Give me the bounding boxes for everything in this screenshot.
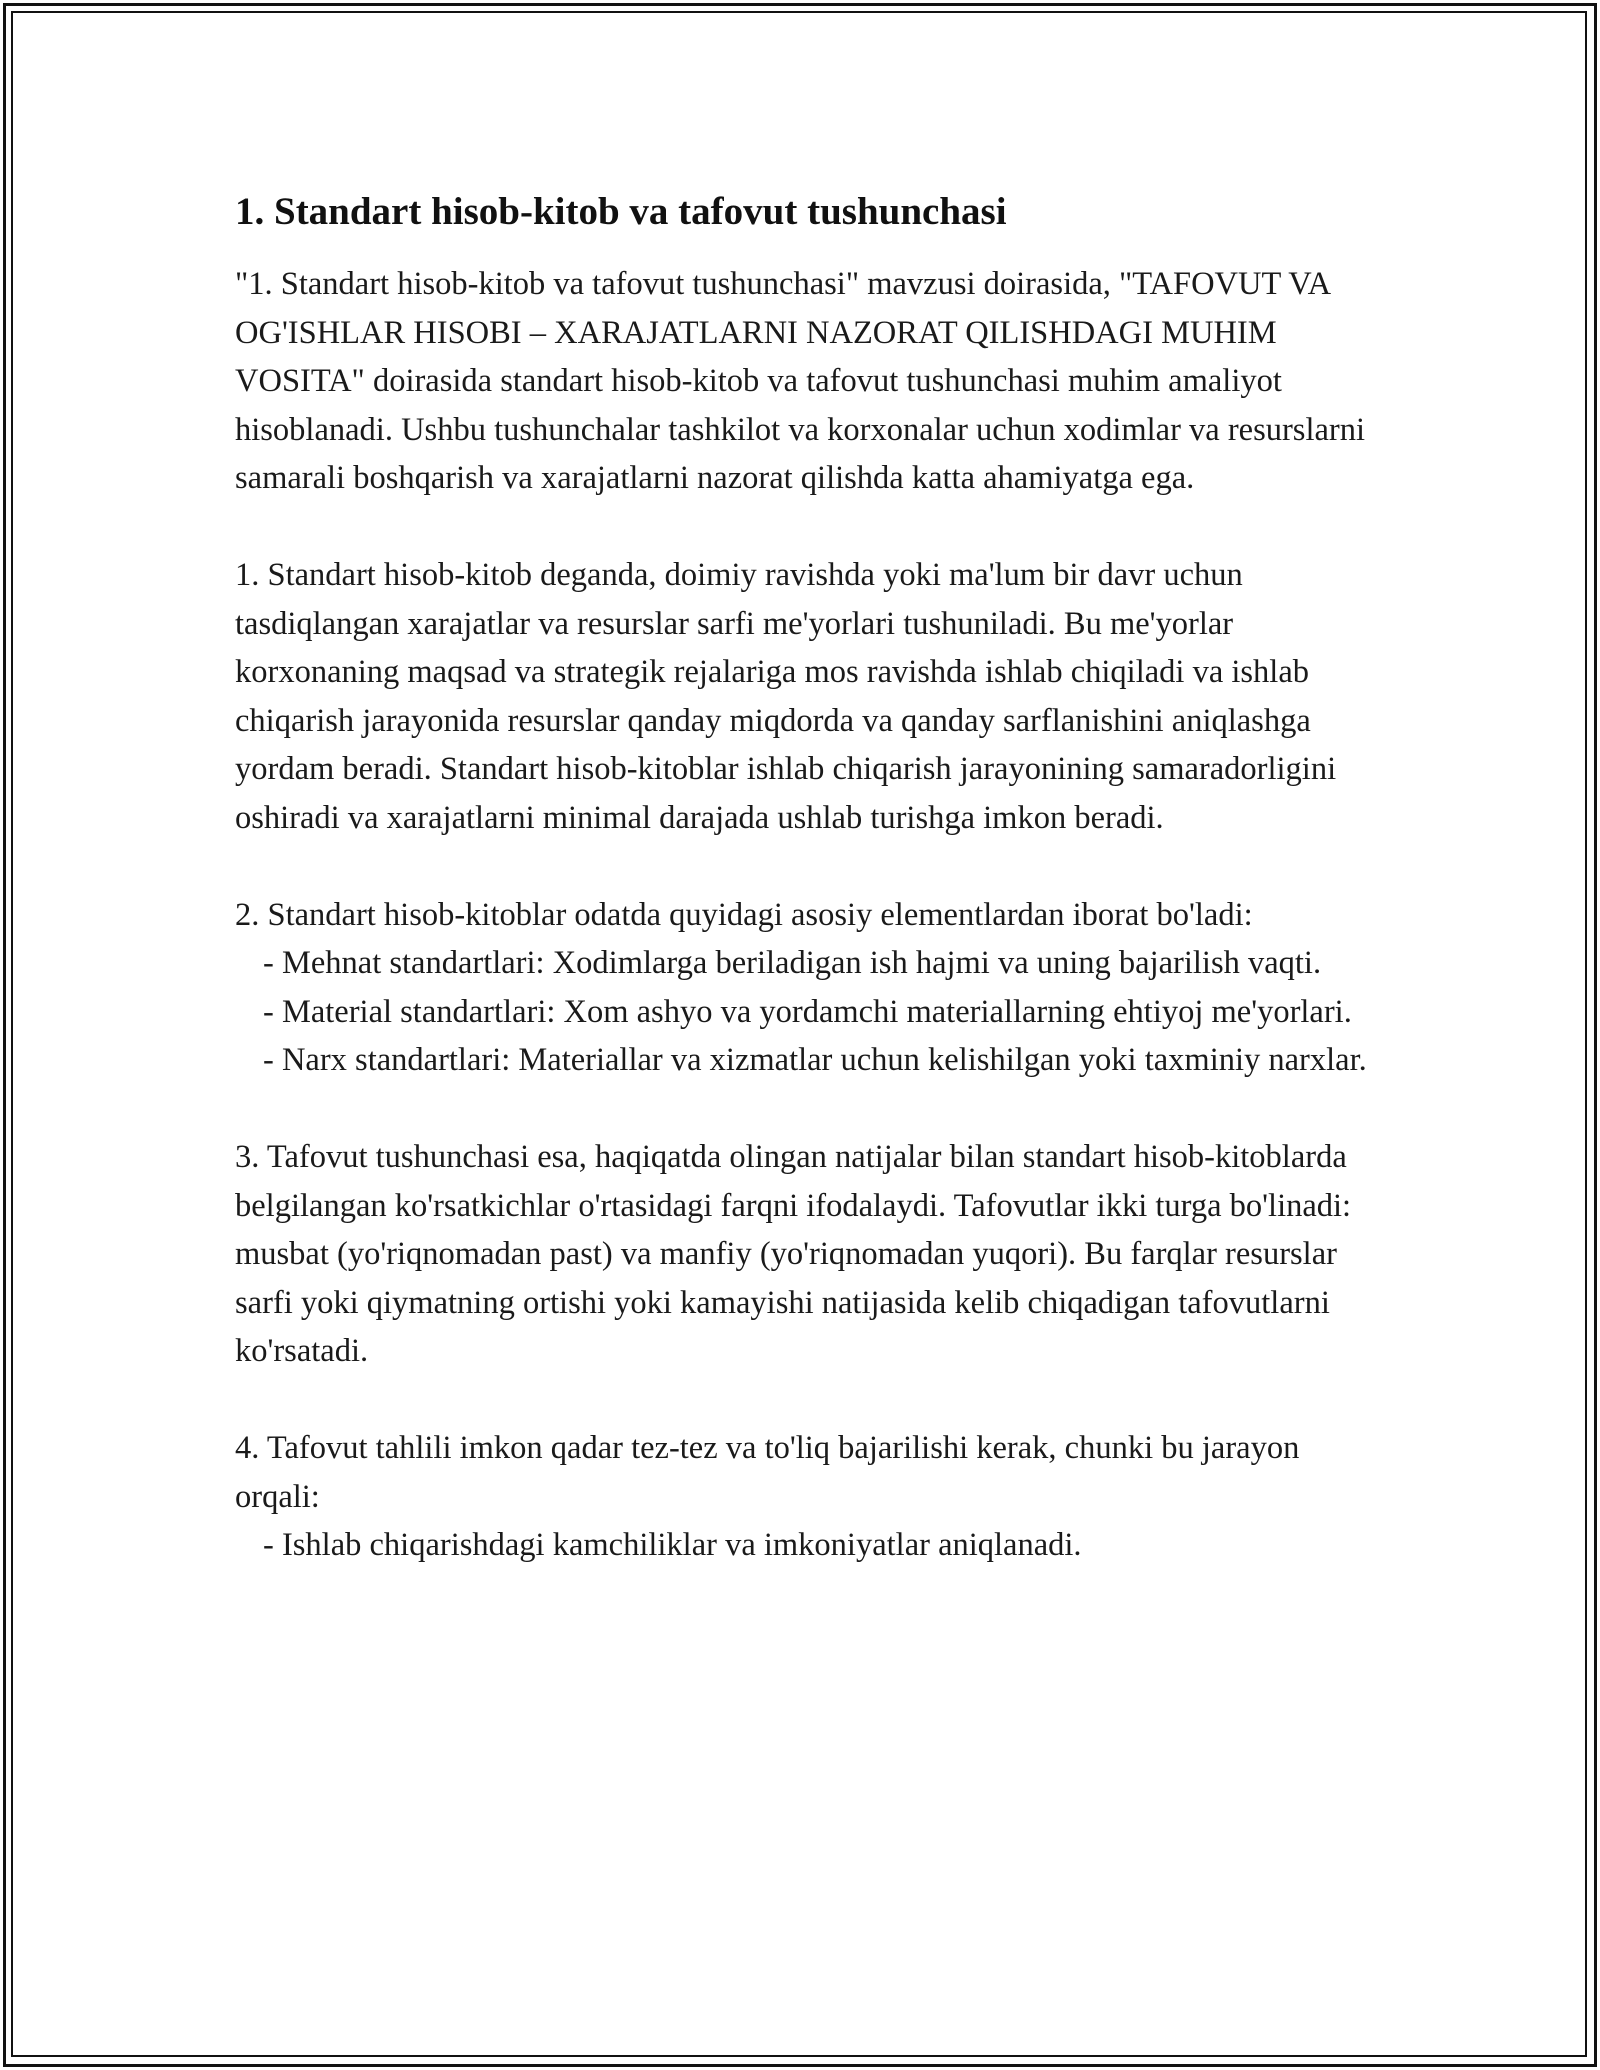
list-item-shortcomings: - Ishlab chiqarishdagi kamchiliklar va imkoniyatlar aniqlanadi. bbox=[263, 1527, 1082, 1563]
point-4-block bbox=[235, 1424, 1375, 1570]
paragraph-spacer bbox=[235, 842, 1375, 891]
point-1-paragraph: 1. Standart hisob-kitob deganda, doimiy ravishda yoki ma'lum bir davr uchun tasdiqlangan xarajatlar va resurslar sarfi me'yorlari tushuniladi. Bu me'yorlar korxonaning maqsad va strategik rejalariga mos ravishda ishlab chiqiladi va ishlab chiqarish jarayonida resurslar qanday miqdorda va qanday sarflanishini aniqlashga yordam beradi. Standart hisob-kitoblar ishlab chiqarish jarayonining samaradorligini oshiradi va xarajatlarni minimal darajada ushlab turishga imkon beradi. bbox=[235, 557, 1345, 836]
point-3-paragraph: 3. Tafovut tushunchasi esa, haqiqatda olingan natijalar bilan standart hisob-kitoblarda belgilangan ko'rsatkichlar o'rtasidagi farqni ifodalaydi. Tafovutlar ikki turga bo'linadi: musbat (yo'riqnomadan past) va manfiy (yo'riqnomadan yuqori). Bu farqlar resurslar sarfi yoki qiymatning ortishi yoki kamayishi natijasida kelib chiqadigan tafovutlarni ko'rsatadi. bbox=[235, 1139, 1360, 1369]
paragraph-spacer bbox=[235, 503, 1375, 552]
intro-paragraph: "1. Standart hisob-kitob va tafovut tushunchasi" mavzusi doirasida, "TAFOVUT VA OG'ISHLAR HISOBI – XARAJATLARNI NAZORAT QILISHDAGI MUHIM VOSITA" doirasida standart hisob-kitob va tafovut tushunchasi muhim amaliyot hisoblanadi. Ushbu tushunchalar tashkilot va korxonalar uchun xodimlar va resurslarni samarali boshqarish va xarajatlarni nazorat qilishda katta ahamiyatga ega. bbox=[235, 266, 1374, 496]
list-item-price-standards: - Narx standartlari: Materiallar va xizmatlar uchun kelishilgan yoki taxminiy narxlar. bbox=[263, 1042, 1367, 1078]
list-item-labor-standards: - Mehnat standartlari: Xodimlarga beriladigan ish hajmi va uning bajarilish vaqti. bbox=[263, 945, 1322, 981]
point-4-paragraph: 4. Tafovut tahlili imkon qadar tez-tez va to'liq bajarilishi kerak, chunki bu jarayon orqali: bbox=[235, 1430, 1308, 1515]
paragraph-spacer bbox=[235, 1376, 1375, 1425]
point-2-paragraph: 2. Standart hisob-kitoblar odatda quyidagi asosiy elementlardan iborat bo'ladi: bbox=[235, 896, 1253, 933]
section-heading: 1. Standart hisob-kitob va tafovut tushunchasi bbox=[235, 190, 1007, 233]
document-body bbox=[235, 186, 1375, 1570]
list-item-material-standards: - Material standartlari: Xom ashyo va yordamchi materiallarning ehtiyoj me'yorlari. bbox=[263, 993, 1352, 1030]
paragraph-spacer bbox=[235, 1085, 1375, 1134]
point-2-block bbox=[235, 891, 1375, 1085]
